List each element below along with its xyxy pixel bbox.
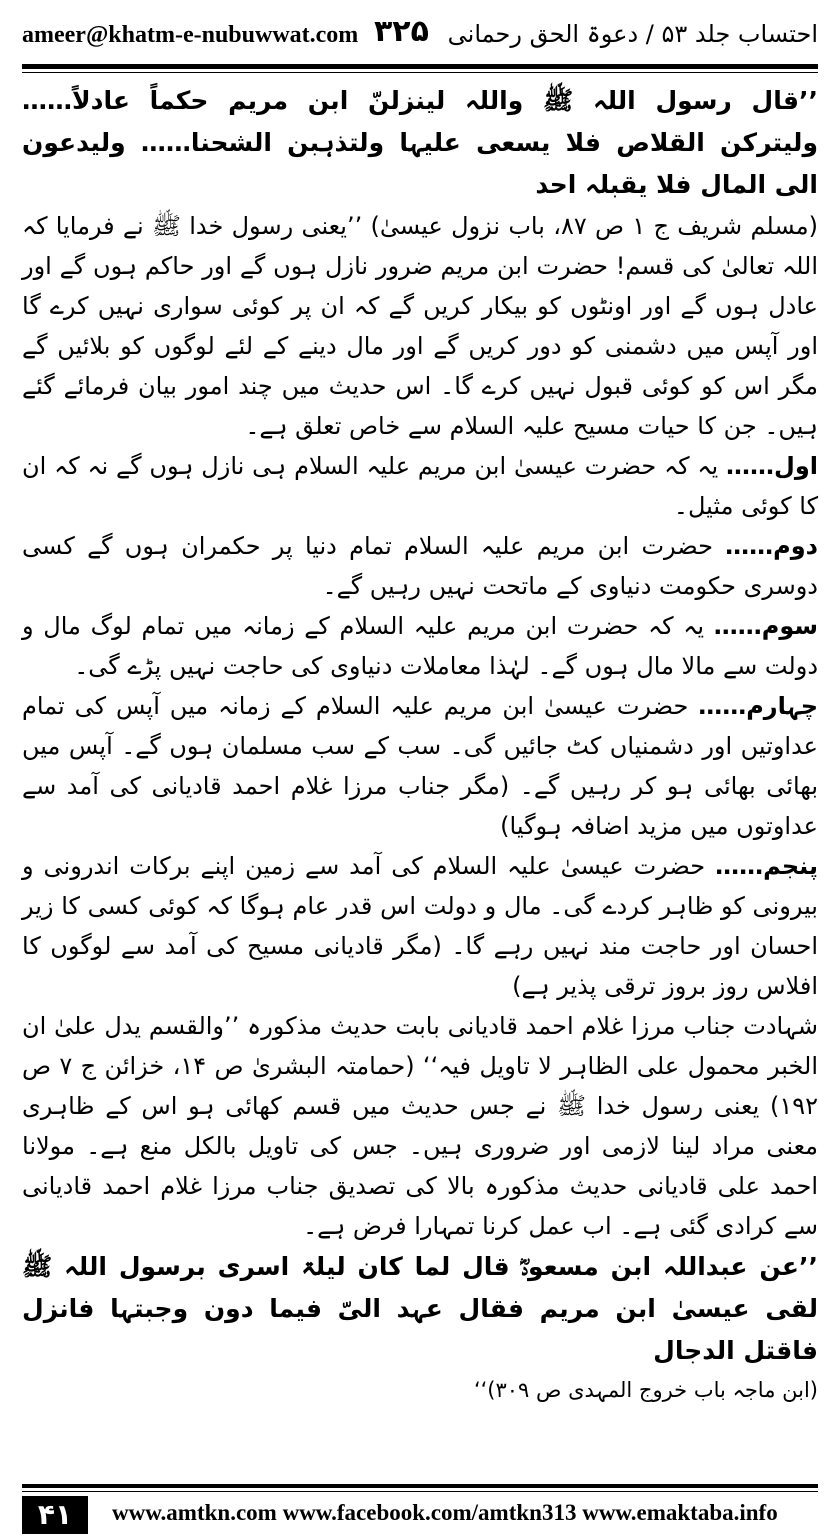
footer-page-number: ۴۱ — [22, 1496, 88, 1534]
footer-website-links[interactable]: www.amtkn.com www.facebook.com/amtkn313 www.emaktaba.info — [112, 1500, 778, 1525]
point-fifth: پنجم…… حضرت عیسیٰ علیہ السلام کی آمد سے زمین اپنے برکات اندرونی و بیرونی کو ظاہر کردے گی۔ مال و دولت اس قدر عام ہوگا کہ کوئی کسی کا زیر احسان اور حاجت مند نہیں رہے گا۔ (مگر قادیانی مسیح کی آمد سے لوگوں کا افلاس روز بروز ترقی پذیر ہے) — [22, 852, 818, 1000]
header-magazine-title: احتساب جلد ۵۳ / دعوۃ الحق رحمانی — [447, 20, 818, 48]
hadith-translation: (مسلم شریف ج ۱ ص ۸۷، باب نزول عیسیٰ) ’’یعنی رسول خدا ﷺ نے فرمایا کہ اللہ تعالیٰ کی قسم! حضرت ابن مریم ضرور نازل ہوں گے اور حاکم ہوں گے اور عادل ہوں گے اور اونٹوں کو بیکار کریں گے کہ ان پر کوئی سواری نہیں کرے گا اور آپس میں دشمنی کو دور کریں گے اور مال دینے کے لئے لوگوں کو بلائیں گے مگر اس کو کوئی قبول نہیں کرے گا۔ اس حدیث میں چند امور بیان فرمائے گئے ہیں۔ جن کا حیات مسیح علیہ السلام سے خاص تعلق ہے۔ — [22, 212, 819, 440]
testimony-paragraph: شہادت جناب مرزا غلام احمد قادیانی بابت حدیث مذکورہ ’’والقسم یدل علیٰ ان الخبر محمول علی الظاہر لا تاویل فیہ‘‘ (حمامتہ البشریٰ ص ۱۴، خزائن ج ۷ ص ۱۹۲) یعنی رسول خدا ﷺ نے جس حدیث میں قسم کھائی ہو اس کے ظاہری معنی مراد لینا لازمی اور ضروری ہیں۔ جس کی تاویل بالکل منع ہے۔ مولانا احمد علی قادیانی حدیث مذکورہ بالا کی تصدیق جناب مرزا غلام احمد قادیانی سے کرادی گئی ہے۔ اب عمل کرنا تمہارا فرض ہے۔ — [22, 1012, 818, 1240]
point-first: اول…… یہ کہ حضرت عیسیٰ ابن مریم علیہ السلام ہی نازل ہوں گے نہ کہ ان کا کوئی مثیل۔ — [22, 452, 818, 520]
article-body — [22, 80, 818, 1462]
second-hadith-arabic: ’’عن عبداللہ ابن مسعودؓ قال لما کان لیلۃ اسری برسول اللہ ﷺ لقی عیسیٰ ابن مریم فقال عہد الیّ فیما دون وجبتہا فانزل فاقتل الدجال — [22, 1252, 818, 1365]
header-divider-thin — [22, 72, 818, 73]
hadith-arabic-quote: ’’قال رسول اللہ ﷺ واللہ لینزلنّ ابن مریم حکماً عادلاً…… ولیترکن القلاص فلا یسعی علیہا ولتذہبن الشحنا…… ولیدعون الی المال فلا یقبلہ احد — [22, 86, 818, 199]
header-page-number: ۳۲۵ — [374, 14, 429, 49]
header-divider — [22, 64, 818, 69]
page-header — [0, 0, 840, 62]
footer-divider — [22, 1484, 818, 1488]
header-email[interactable]: ameer@khatm-e-nubuwwat.com — [22, 22, 359, 48]
hadith-reference: (ابن ماجہ باب خروج المہدی ص ۳۰۹)‘‘ — [473, 1378, 818, 1402]
point-third: سوم…… یہ کہ حضرت ابن مریم علیہ السلام کے زمانہ میں تمام لوگ مال و دولت سے مالا مال ہوں گے۔ لہٰذا معاملات دنیاوی کی حاجت نہیں پڑے گی۔ — [22, 612, 818, 680]
point-fourth: چہارم…… حضرت عیسیٰ ابن مریم علیہ السلام کے زمانہ میں آپس کی تمام عداوتیں اور دشمنیاں کٹ جائیں گی۔ سب کے سب مسلمان ہوں گے۔ آپس میں بھائی بھائی ہو کر رہیں گے۔ (مگر جناب مرزا غلام احمد قادیانی کی آمد سے عداوتوں میں مزید اضافہ ہوگیا) — [22, 692, 818, 840]
footer-divider-thin — [22, 1491, 818, 1492]
page-footer — [0, 1470, 840, 1540]
point-second: دوم…… حضرت ابن مریم علیہ السلام تمام دنیا پر حکمران ہوں گے کسی دوسری حکومت دنیاوی کے ماتحت نہیں رہیں گے۔ — [22, 532, 818, 600]
